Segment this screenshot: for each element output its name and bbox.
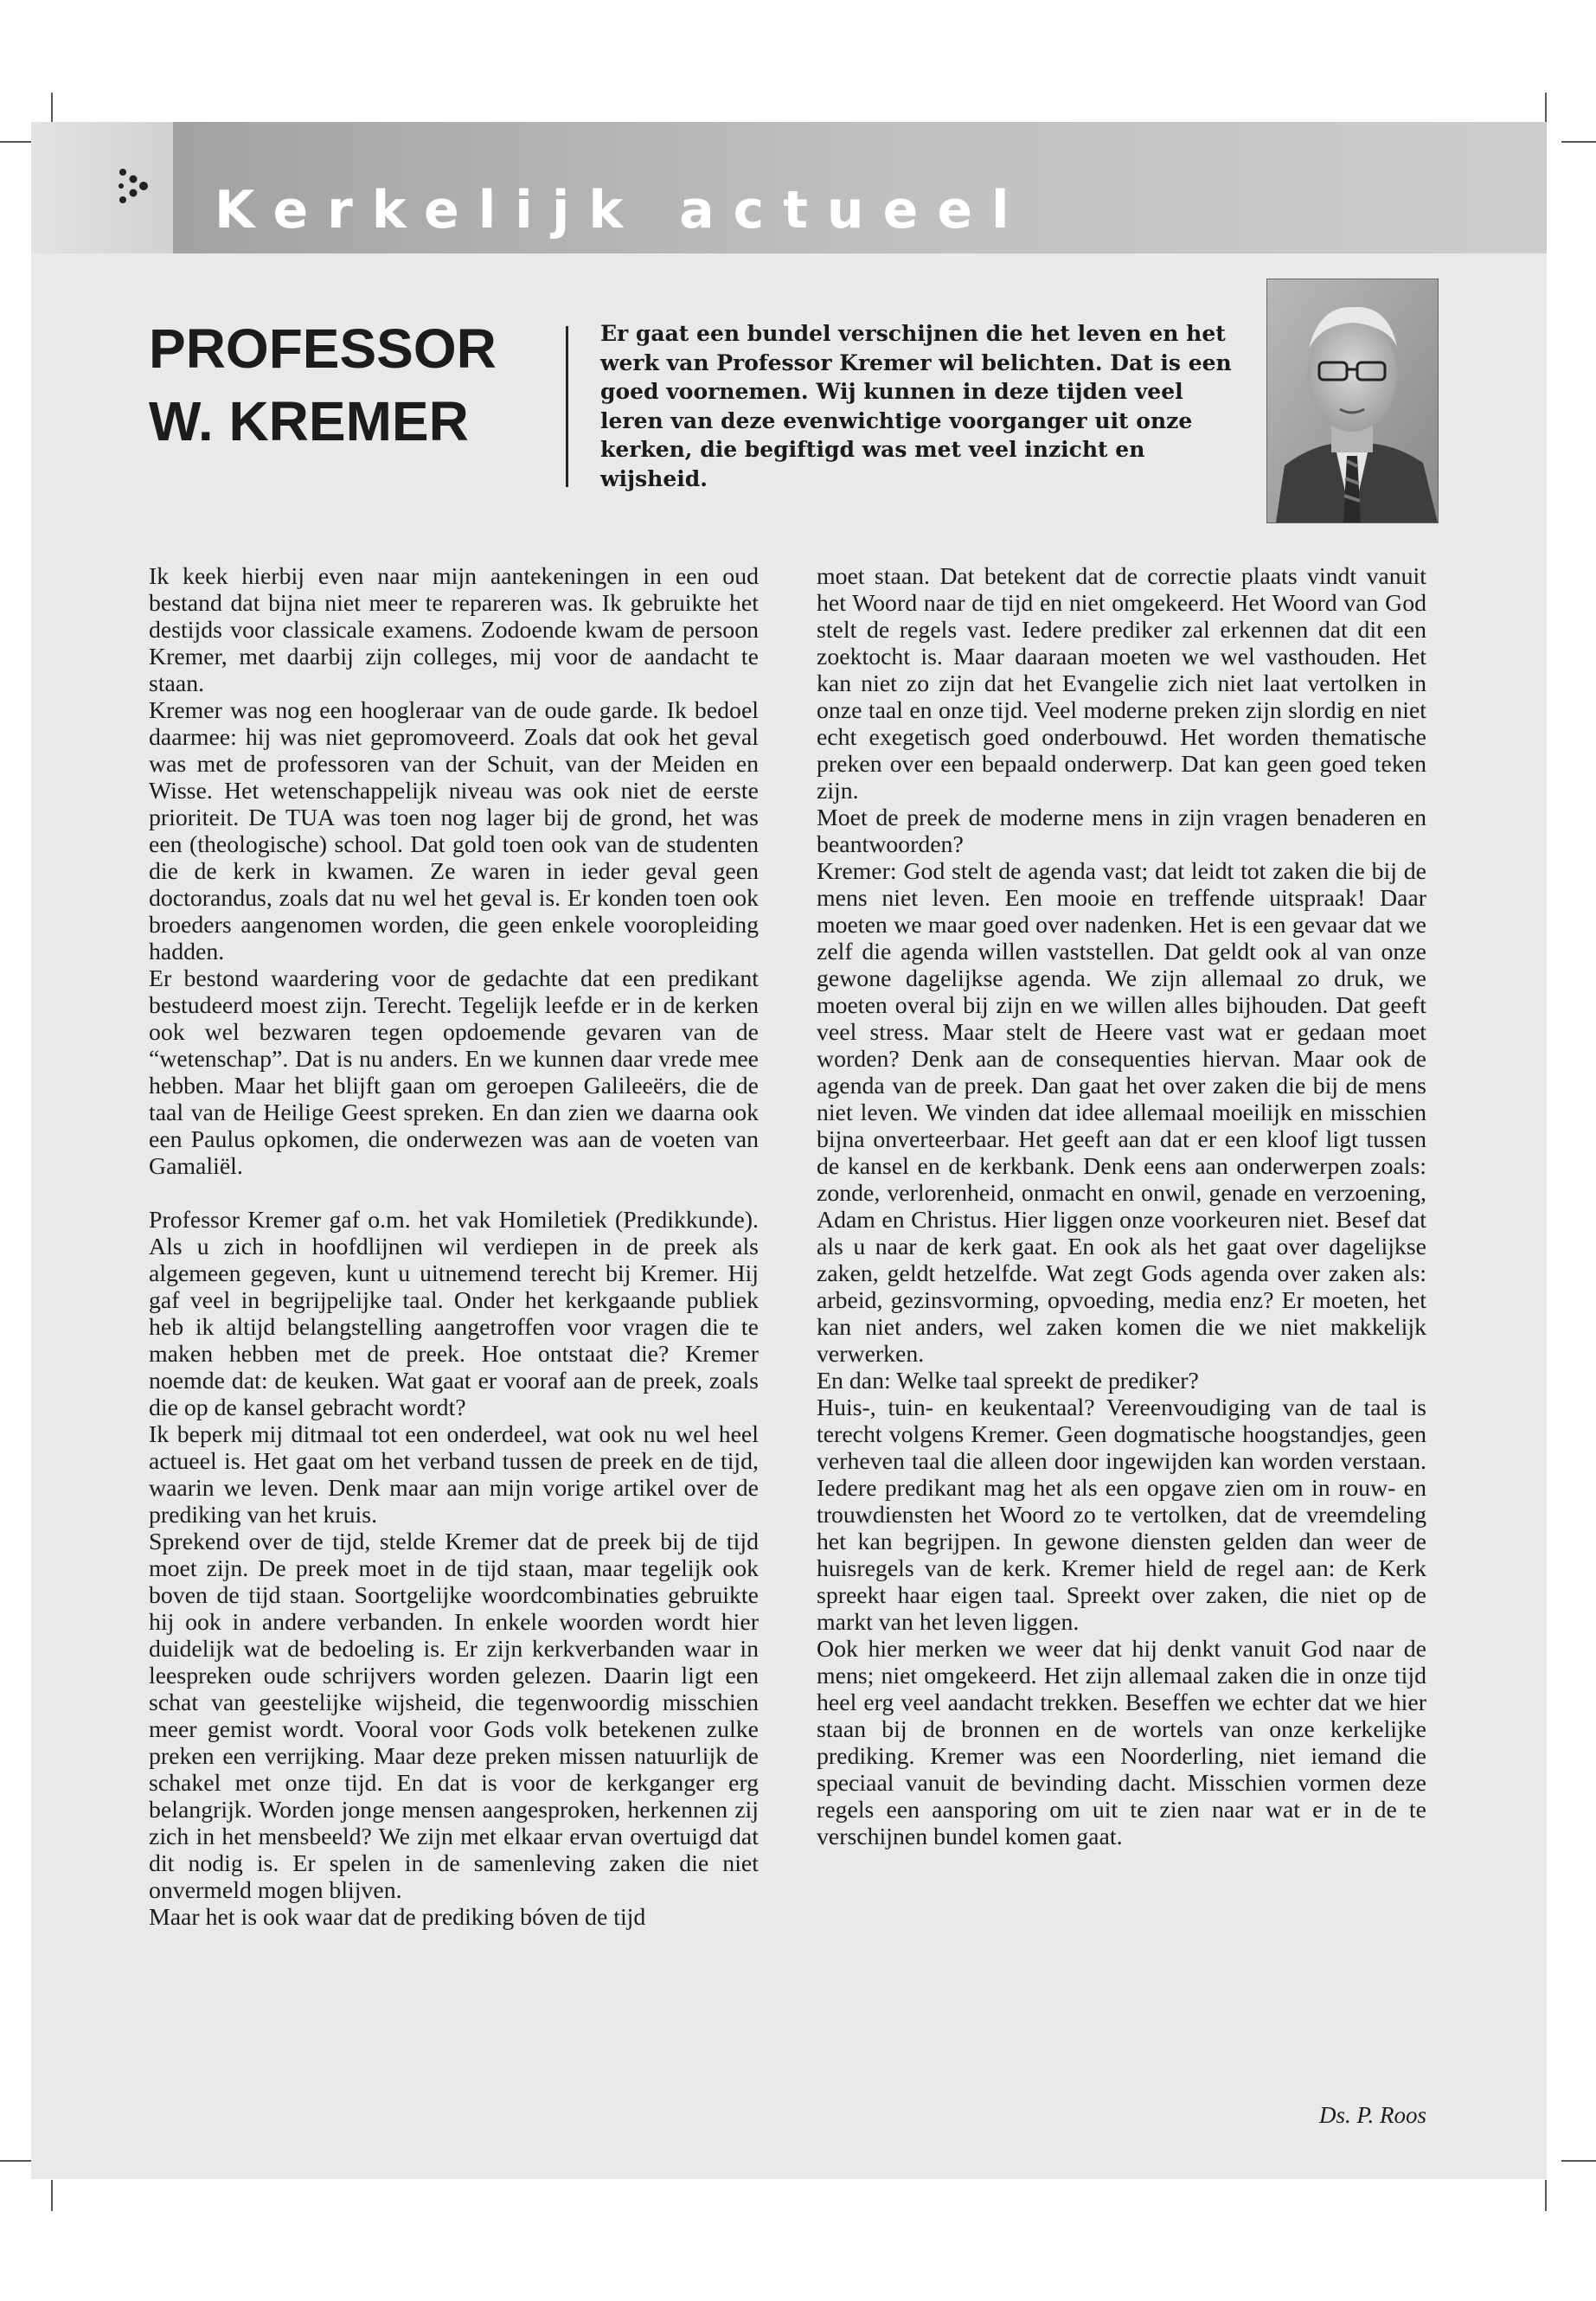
crop-mark-bottom-right-v	[1545, 2180, 1547, 2211]
article-column-right	[817, 563, 1426, 1850]
section-title: Kerkelijk actueel	[215, 180, 1029, 240]
paragraph: Kremer: God stelt de agenda vast; dat leidt tot zaken die bij de mens niet leven. Een mooie en treffende uitspraak! Daar moeten we maar goed over nadenken. Het is een gevaar dat we zelf die agenda willen vaststellen. Dat geldt ook al van onze gewone dagelijkse agenda. We zijn allemaal zo druk, we moeten overal bij zijn en we willen alles bijhouden. Dat geeft veel stress. Maar stelt de Heere vast wat er gedaan moet worden? Denk aan de consequenties hiervan. Maar ook de agenda van de preek. Dan gaat het over zaken die bij de mens niet leven. We vinden dat idee allemaal moeilijk en misschien bijna onverteerbaar. Het geeft aan dat er een kloof ligt tussen de kansel en de kerkbank. Denk eens aan onderwerpen zoals: zonde, verlorenheid, onmacht en onwil, genade en verzoening, Adam en Christus. Hier liggen onze voorkeuren niet. Besef dat als u naar de kerk gaat. En ook als het gaat over dagelijkse zaken, geldt hetzelfde. Wat zegt Gods agenda over zaken als: arbeid, gezinsvorming, opvoeding, media enz? Er moeten, het kan niet anders, wel zaken komen die we niet makkelijk verwerken.	[817, 858, 1426, 1368]
paragraph: Ik beperk mij ditmaal tot een onderdeel, wat ook nu wel heel actueel is. Het gaat om het verband tussen de preek en de tijd, waarin we leven. Denk maar aan mijn vorige artikel over de prediking van het kruis.	[149, 1421, 759, 1529]
crop-mark-top-right-v	[1545, 93, 1547, 124]
paragraph: Ik keek hierbij even naar mijn aantekeningen in een oud bestand dat bijna niet meer te repareren was. Ik gebruikte het destijds voor classicale examens. Zodoende kwam de persoon Kremer, met daarbij zijn colleges, mij voor de aandacht te staan.	[149, 563, 759, 697]
paragraph: Ook hier merken we weer dat hij denkt vanuit God naar de mens; niet omgekeerd. Het zijn allemaal zaken die in onze tijd heel erg veel aandacht trekken. Beseffen we echter dat we hier staan bij de bronnen en de wortels van onze kerkelijke prediking. Kremer was een Noorderling, niet iemand die speciaal vanuit de bevinding dacht. Misschien vormen deze regels een aansporing om uit te zien naar wat er in de te verschijnen bundel komen gaat.	[817, 1636, 1426, 1850]
paragraph: En dan: Welke taal spreekt de prediker?	[817, 1368, 1199, 1394]
paragraph: Huis-, tuin- en keukentaal? Vereenvoudiging van de taal is terecht volgens Kremer. Geen dogmatische hoogstandjes, geen verheven taal die alleen door ingewijden kan worden verstaan. Iedere predikant mag het als een opgave zien om in rouw- en trouwdiensten het Woord zo te vertolken, dat de vreemdeling het kan begrijpen. In gewone diensten gelden dan weer de huisregels van de kerk. Kremer hield de regel aan: de Kerk spreekt haar eigen taal. Spreekt over zaken, die niet op de markt van het leven liggen.	[817, 1394, 1426, 1636]
crop-mark-top-right-h	[1561, 141, 1596, 143]
title-divider	[566, 326, 568, 487]
paragraph: moet staan. Dat betekent dat de correctie plaats vindt vanuit het Woord naar de tijd en niet omgekeerd. Het Woord van God stelt de regels vast. Iedere prediker zal erkennen dat dit een zoektocht is. Maar daaraan moeten we wel vasthouden. Het kan niet zo zijn dat het Evangelie zich niet laat vertolken in onze taal en onze tijd. Veel moderne preken zijn slordig en niet echt exegetisch goed onderbouwd. Het worden thematische preken over een bepaald onderwerp. Dat kan geen goed teken zijn.	[817, 563, 1426, 804]
article-column-left	[149, 563, 759, 1931]
portrait-illustration	[1267, 279, 1438, 522]
crop-mark-top-left-v	[51, 93, 53, 124]
crop-mark-bottom-left-h	[0, 2160, 35, 2162]
paragraph: Professor Kremer gaf o.m. het vak Homiletiek (Predikkunde). Als u zich in hoofdlijnen wil verdiepen in de preek als algemeen gegeven, kunt u uitnemend terecht bij Kremer. Hij gaf veel in begrijpelijke taal. Onder het kerkgaande publiek heb ik altijd belangstelling aangetroffen voor vragen die te maken hebben met de preek. Hoe ontstaat die? Kremer noemde dat: de keuken. Wat gaat er vooraf aan de preek, zoals die op de kansel gebracht wordt?	[149, 1207, 759, 1421]
paragraph: Er bestond waardering voor de gedachte dat een predikant bestudeerd moest zijn. Terecht. Tegelijk leefde er in de kerken ook wel bezwaren tegen opdoemende gevaren van de “wetenschap”. Dat is nu anders. En we kunnen daar vrede mee hebben. Maar het blijft gaan om geroepen Galileeërs, die de taal van de Heilige Geest spreken. En dan zien we daarna ook een Paulus opkomen, die onderwezen was aan de voeten van Gamaliël.	[149, 965, 759, 1180]
crop-mark-bottom-left-v	[51, 2180, 53, 2211]
section-header	[31, 122, 1547, 253]
crop-mark-bottom-right-h	[1561, 2160, 1596, 2162]
article-title	[149, 312, 599, 458]
crop-mark-top-left-h	[0, 141, 35, 143]
article-title-line-2: W. KREMER	[149, 390, 469, 452]
article-intro: Er gaat een bundel verschijnen die het leven en het werk van Professor Kremer wil belichten. Dat is een goed voornemen. Wij kunnen in deze tijden veel leren van deze evenwichtige voorganger uit onze kerken, die begiftigd was met veel inzicht en wijsheid.	[600, 321, 1232, 491]
paragraph: Moet de preek de moderne mens in zijn vragen benaderen en beantwoorden?	[817, 804, 1426, 858]
paragraph: Kremer was nog een hoogleraar van de oude garde. Ik bedoel daarmee: hij was niet gepromoveerd. Zoals dat ook het geval was met de professoren van der Schuit, van der Meiden en Wisse. Het wetenschappelijk niveau was ook niet de eerste prioriteit. De TUA was toen nog lager bij de grond, het was een (theologische) school. Dat gold toen ook van de studenten die de kerk in kwamen. Ze waren in ieder geval geen doctorandus, zoals dat nu wel het geval is. Er konden toen ook broeders aangenomen worden, die geen enkele vooropleiding hadden.	[149, 697, 759, 965]
article-title-line-1: PROFESSOR	[149, 317, 497, 380]
header-left-panel	[31, 122, 173, 253]
paragraph: Sprekend over de tijd, stelde Kremer dat de preek bij de tijd moet zijn. De preek moet in de tijd staan, maar tegelijk ook boven de tijd staan. Soortgelijke woordcombinaties gebruikte hij ook in andere verbanden. In enkele woorden wordt hier duidelijk wat de bedoeling is. Er zijn kerkverbanden waar in leespreken oude schrijvers worden gelezen. Daarin ligt een schat van geestelijke wijsheid, die tegenwoordig misschien meer gemist wordt. Vooral voor Gods volk betekenen zulke preken een verrijking. Maar deze preken missen natuurlijk de schakel met onze tijd. En dat is voor de kerkganger erg belangrijk. Worden jonge mensen aangesproken, herkennen zij zich in het mensbeeld? We zijn met elkaar ervan overtuigd dat dit nodig is. Er spelen in de samenleving zaken die niet onvermeld mogen blijven.	[149, 1529, 759, 1904]
magazine-page	[31, 122, 1547, 2179]
paragraph: Maar het is ook waar dat de prediking bóven de tijd	[149, 1904, 646, 1931]
portrait-photo	[1266, 279, 1439, 523]
dots-arrow-icon	[114, 165, 156, 207]
author-signature: Ds. P. Roos	[1318, 2102, 1426, 2128]
